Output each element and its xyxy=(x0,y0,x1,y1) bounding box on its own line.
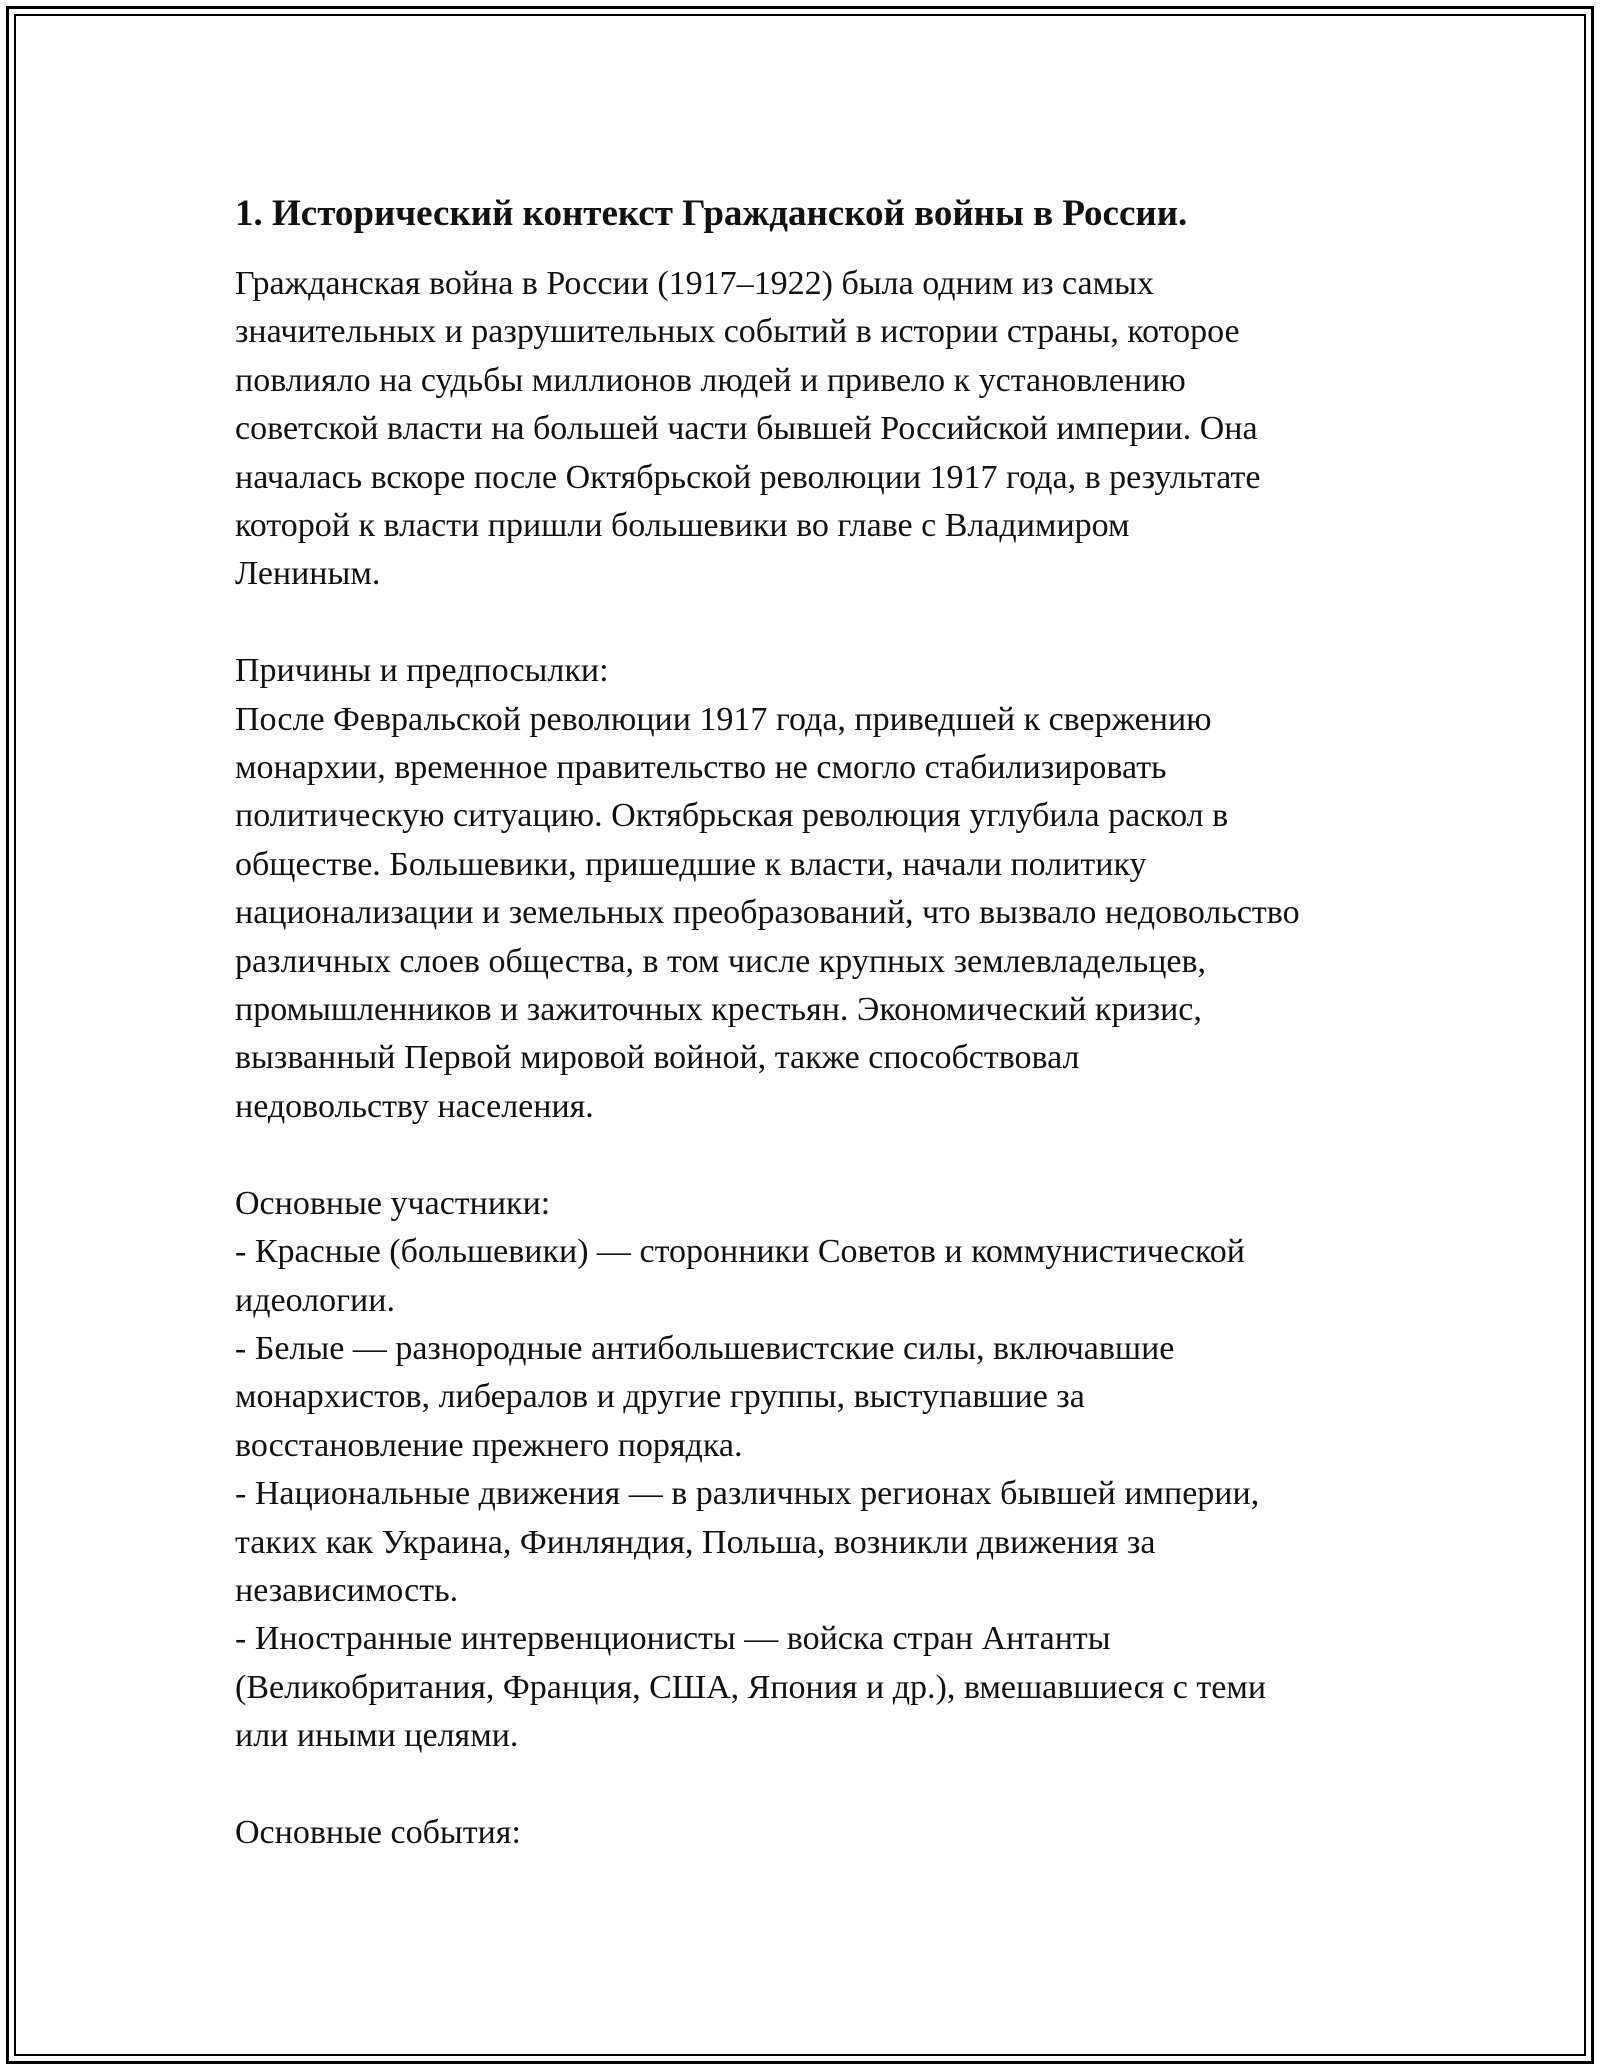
intro-line: которой к власти пришли большевики во главе с Владимиром xyxy=(235,507,1130,545)
participants-line: монархистов, либералов и другие группы, выступавшие за xyxy=(235,1378,1085,1416)
participants-line: независимость. xyxy=(235,1571,459,1609)
participants-line: идеологии. xyxy=(235,1281,395,1319)
causes-line: После Февральской революции 1917 года, приведшей к свержению xyxy=(235,700,1212,738)
blank-line xyxy=(235,1131,1385,1179)
participants-line: таких как Украина, Финляндия, Польша, возникли движения за xyxy=(235,1523,1156,1561)
intro-line: Лениным. xyxy=(235,555,381,593)
causes-line: национализации и земельных преобразований, что вызвало недовольство xyxy=(235,894,1300,932)
participants-section xyxy=(235,1180,1385,1761)
participants-line: - Белые — разнородные антибольшевистские силы, включавшие xyxy=(235,1329,1175,1367)
blank-line xyxy=(235,599,1385,647)
participants-line: - Красные (большевики) — сторонники Советов и коммунистической xyxy=(235,1233,1245,1271)
participants-label: Основные участники: xyxy=(235,1184,551,1222)
causes-line: недовольству населения. xyxy=(235,1087,594,1125)
intro-line: началась вскоре после Октябрьской революции 1917 года, в результате xyxy=(235,458,1261,496)
participants-line: (Великобритания, Франция, США, Япония и др.), вмешавшиеся с теми xyxy=(235,1668,1267,1706)
causes-line: монархии, временное правительство не смогло стабилизировать xyxy=(235,749,1167,787)
causes-line: промышленников и зажиточных крестьян. Экономический кризис, xyxy=(235,991,1202,1029)
participants-line: - Иностранные интервенционисты — войска стран Антанты xyxy=(235,1620,1111,1658)
causes-line: вызванный Первой мировой войной, также способствовал xyxy=(235,1039,1080,1077)
section-heading: 1. Исторический контекст Гражданской войны в России. xyxy=(235,193,1188,234)
participants-line: или иными целями. xyxy=(235,1717,519,1755)
blank-line xyxy=(235,1761,1385,1809)
events-label: Основные события: xyxy=(235,1813,521,1851)
causes-line: обществе. Большевики, пришедшие к власти, начали политику xyxy=(235,845,1147,883)
intro-line: Гражданская война в России (1917–1922) была одним из самых xyxy=(235,265,1154,302)
participants-line: восстановление прежнего порядка. xyxy=(235,1426,743,1464)
document-body xyxy=(235,188,1385,1857)
causes-label: Причины и предпосылки: xyxy=(235,652,609,690)
events-section xyxy=(235,1809,1385,1857)
intro-line: значительных и разрушительных событий в истории страны, которое xyxy=(235,313,1240,351)
participants-line: - Национальные движения — в различных регионах бывшей империи, xyxy=(235,1475,1260,1513)
causes-line: различных слоев общества, в том числе крупных землевладельцев, xyxy=(235,942,1207,980)
intro-line: советской власти на большей части бывшей Российской империи. Она xyxy=(235,410,1258,448)
intro-paragraph xyxy=(235,260,1385,599)
intro-line: повлияло на судьбы миллионов людей и привело к установлению xyxy=(235,361,1186,399)
causes-line: политическую ситуацию. Октябрьская революция углубила раскол в xyxy=(235,797,1229,835)
causes-section xyxy=(235,647,1385,1131)
